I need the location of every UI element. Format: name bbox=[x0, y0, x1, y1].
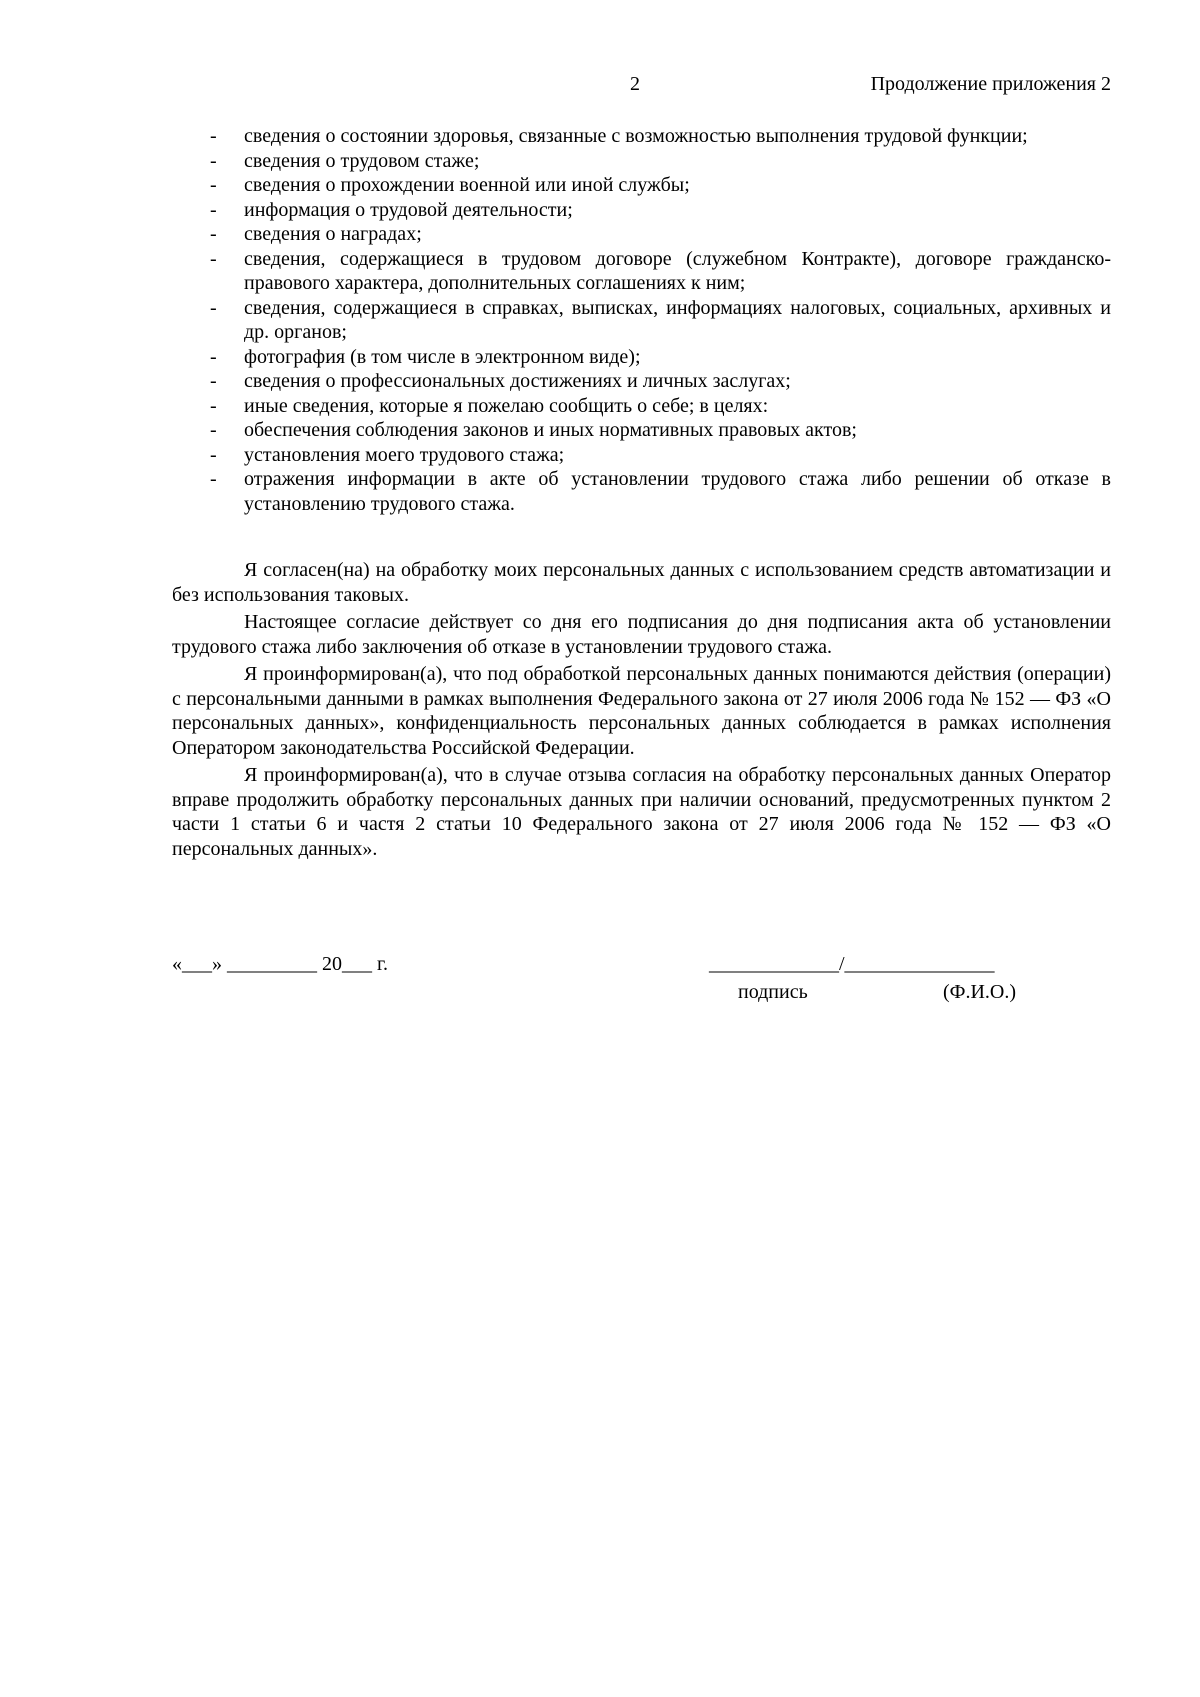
list-item bbox=[172, 467, 1111, 516]
processing-info-paragraph: Я проинформирован(а), что под обработкой персональных данных понимаются действия (операции) с персональными данными в рамках выполнения Федерального закона от 27 июля 2006 года № 152 — ФЗ «О персональных данных», конфиденциальность персональных данных соблюдается в рамках исполнения Оператором законодательства Российской Федерации. bbox=[172, 663, 1111, 759]
list-item-text: обеспечения соблюдения законов и иных нормативных правовых актов; bbox=[244, 419, 857, 441]
list-bullet: - bbox=[210, 149, 217, 172]
list-item bbox=[172, 345, 1111, 370]
list-item bbox=[172, 124, 1111, 149]
date-field: «___» _________ 20___ г. bbox=[172, 953, 388, 975]
running-title: Продолжение приложения 2 bbox=[870, 73, 1111, 95]
signature-caption: подпись bbox=[738, 981, 808, 1003]
list-item-text: сведения о наградах; bbox=[244, 223, 422, 245]
validity-paragraph: Настоящее согласие действует со дня его подписания до дня подписания акта об установлении трудового стажа либо заключения об отказе в установлении трудового стажа. bbox=[172, 611, 1111, 658]
list-item-text: отражения информации в акте об установлении трудового стажа либо решении об отказе в установлению трудового стажа. bbox=[244, 468, 1111, 515]
consent-data-list bbox=[172, 124, 1111, 516]
list-item bbox=[172, 247, 1111, 296]
page-number: 2 bbox=[630, 73, 640, 95]
list-bullet: - bbox=[210, 223, 217, 245]
list-item-text: сведения, содержащиеся в трудовом договоре (служебном Контракте), договоре гражданско-правового характера, дополнительных соглашениях к ним; bbox=[244, 247, 1111, 294]
withdrawal-info-paragraph: Я проинформирован(а), что в случае отзыва согласия на обработку персональных данных Оператор вправе продолжить обработку персональных данных при наличии оснований, предусмотренных пунктом 2 части 1 статьи 6 и частя 2 статьи 10 Федерального закона от 27 июля 2006 года № 152 — ФЗ «О персональных данных». bbox=[172, 764, 1111, 860]
list-item-text: сведения, содержащиеся в справках, выписках, информациях налоговых, социальных, архивных и др. органов; bbox=[244, 296, 1111, 343]
list-item bbox=[172, 418, 1111, 443]
list-bullet: - bbox=[210, 345, 217, 368]
list-item-text: установления моего трудового стажа; bbox=[244, 443, 565, 466]
list-item bbox=[172, 222, 1111, 247]
list-item-text: иные сведения, которые я пожелаю сообщить о себе; в целях: bbox=[244, 394, 769, 417]
list-bullet: - bbox=[210, 125, 217, 147]
list-bullet: - bbox=[210, 370, 217, 392]
page-header bbox=[0, 72, 1200, 98]
list-bullet: - bbox=[210, 296, 217, 319]
list-item-text: сведения о прохождении военной или иной службы; bbox=[244, 174, 690, 196]
consent-paragraphs bbox=[172, 558, 1111, 864]
list-bullet: - bbox=[210, 247, 217, 270]
list-item-text: фотография (в том числе в электронном виде); bbox=[244, 345, 641, 368]
list-item bbox=[172, 296, 1111, 345]
list-item bbox=[172, 173, 1111, 198]
list-bullet: - bbox=[210, 443, 217, 466]
list-item-text: сведения о профессиональных достижениях и личных заслугах; bbox=[244, 370, 791, 392]
list-bullet: - bbox=[210, 198, 217, 221]
list-item bbox=[172, 394, 1111, 419]
list-item bbox=[172, 369, 1111, 394]
list-item bbox=[172, 198, 1111, 223]
list-item-text: сведения о трудовом стаже; bbox=[244, 149, 480, 172]
consent-paragraph: Я согласен(на) на обработку моих персональных данных с использованием средств автоматизации и без использования таковых. bbox=[172, 559, 1111, 606]
signature-block bbox=[0, 952, 1200, 1012]
list-bullet: - bbox=[210, 419, 217, 441]
fio-caption: (Ф.И.О.) bbox=[943, 981, 1017, 1003]
signature-field: _____________/_______________ bbox=[709, 953, 995, 975]
list-bullet: - bbox=[210, 174, 217, 196]
list-item bbox=[172, 443, 1111, 468]
list-item-text: информация о трудовой деятельности; bbox=[244, 198, 573, 221]
list-bullet: - bbox=[210, 468, 217, 490]
list-bullet: - bbox=[210, 394, 217, 417]
list-item bbox=[172, 149, 1111, 174]
list-item-text: сведения о состоянии здоровья, связанные с возможностью выполнения трудовой функции; bbox=[244, 125, 1028, 147]
